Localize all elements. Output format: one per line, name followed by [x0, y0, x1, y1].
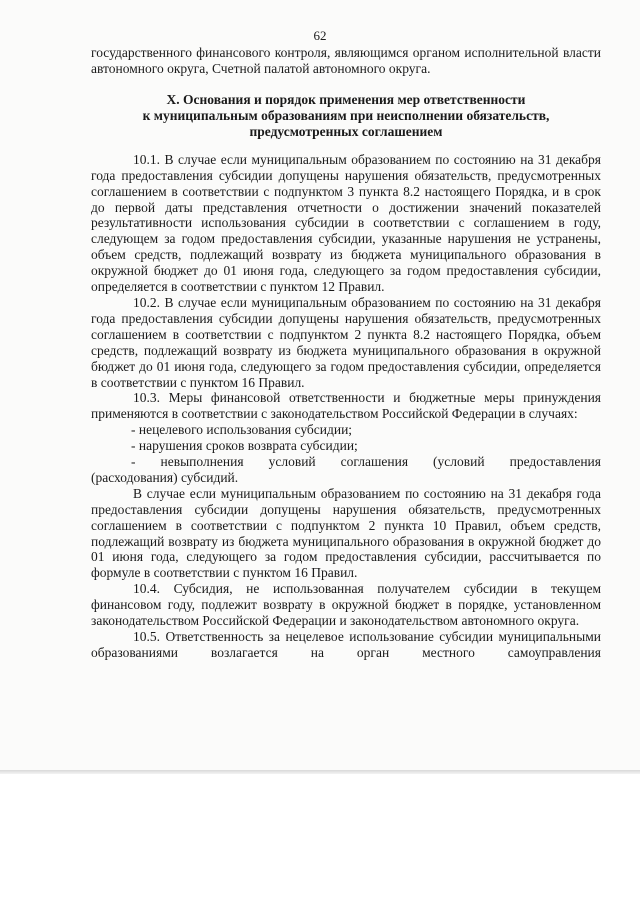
section-title-line-2: к муниципальным образованиям при неисполнении обязательств, — [142, 107, 550, 123]
paragraph-10-3-extra: В случае если муниципальным образованием по состоянию на 31 декабря года предоставления субсидии допущены нарушения обязательств, предусмотренных соглашением в соответствии с подпунктом 2 пункта 10 Правил, объем средств, подлежащий возврату из бюджета муниципального образования в окружной бюджет до 01 июня года, следующего за годом предоставления субсидии, рассчитывается по формуле в соответствии с пунктом 16 Правил. — [91, 485, 601, 581]
page-number: 62 — [313, 28, 327, 43]
list-item-1: - нецелевого использования субсидии; — [131, 422, 353, 438]
paragraph-10-3: 10.3. Меры финансовой ответственности и бюджетные меры принуждения применяются в соответствии с законодательством Российской Федерации в случаях: — [91, 390, 601, 422]
list-item-3-line-1: - невыполнения условий соглашения (условий предоставления — [131, 454, 601, 470]
list-item-2: - нарушения сроков возврата субсидии; — [131, 438, 358, 454]
intro-paragraph: государственного финансового контроля, являющимся органом исполнительной власти автономного округа, Счетной палатой автономного округа. — [91, 45, 601, 76]
scan-bottom-edge — [0, 770, 640, 774]
list-item-3-line-2: (расходования) субсидий. — [91, 469, 239, 485]
section-title — [91, 92, 601, 140]
paragraph-10-5: 10.5. Ответственность за нецелевое использование субсидии муниципальными образованиями возлагается на орган местного самоуправления — [91, 629, 601, 660]
section-title-line-3: предусмотренных соглашением — [249, 123, 443, 139]
paragraph-10-4: 10.4. Субсидия, не использованная получателем субсидии в текущем финансовом году, подлежит возврату в окружной бюджет в порядке, установленном законодательством Российской Федерации и законодательством автономного округа. — [91, 581, 601, 629]
paragraph-10-1: 10.1. В случае если муниципальным образованием по состоянию на 31 декабря года предоставления субсидии допущены нарушения обязательств, предусмотренных соглашением в соответствии с подпунктом 3 пункта 8.2 настоящего Порядка, и в срок до первой даты представления отчетности о достижении значений показателей результативности использования субсидии в соответствии с соглашением в году, следующем за годом предоставления субсидии, указанные нарушения не устранены, объем средств, подлежащий возврату из бюджета муниципального образования в окружной бюджет до 01 июня года, следующего за годом предоставления субсидии, определяется в соответствии с пунктом 12 Правил. — [91, 151, 601, 295]
paragraph-10-2: 10.2. В случае если муниципальным образованием по состоянию на 31 декабря года предоставления субсидии допущены нарушения обязательств, предусмотренных соглашением в соответствии с подпунктом 2 пункта 8.2 настоящего Порядка, объем средств, подлежащий возврату из бюджета муниципального образования в окружной бюджет до 01 июня года, следующего за годом предоставления субсидии, определяется в соответствии с пунктом 16 Правил. — [91, 294, 601, 390]
document-body — [91, 45, 601, 661]
section-title-line-1: X. Основания и порядок применения мер ответственности — [166, 91, 526, 107]
